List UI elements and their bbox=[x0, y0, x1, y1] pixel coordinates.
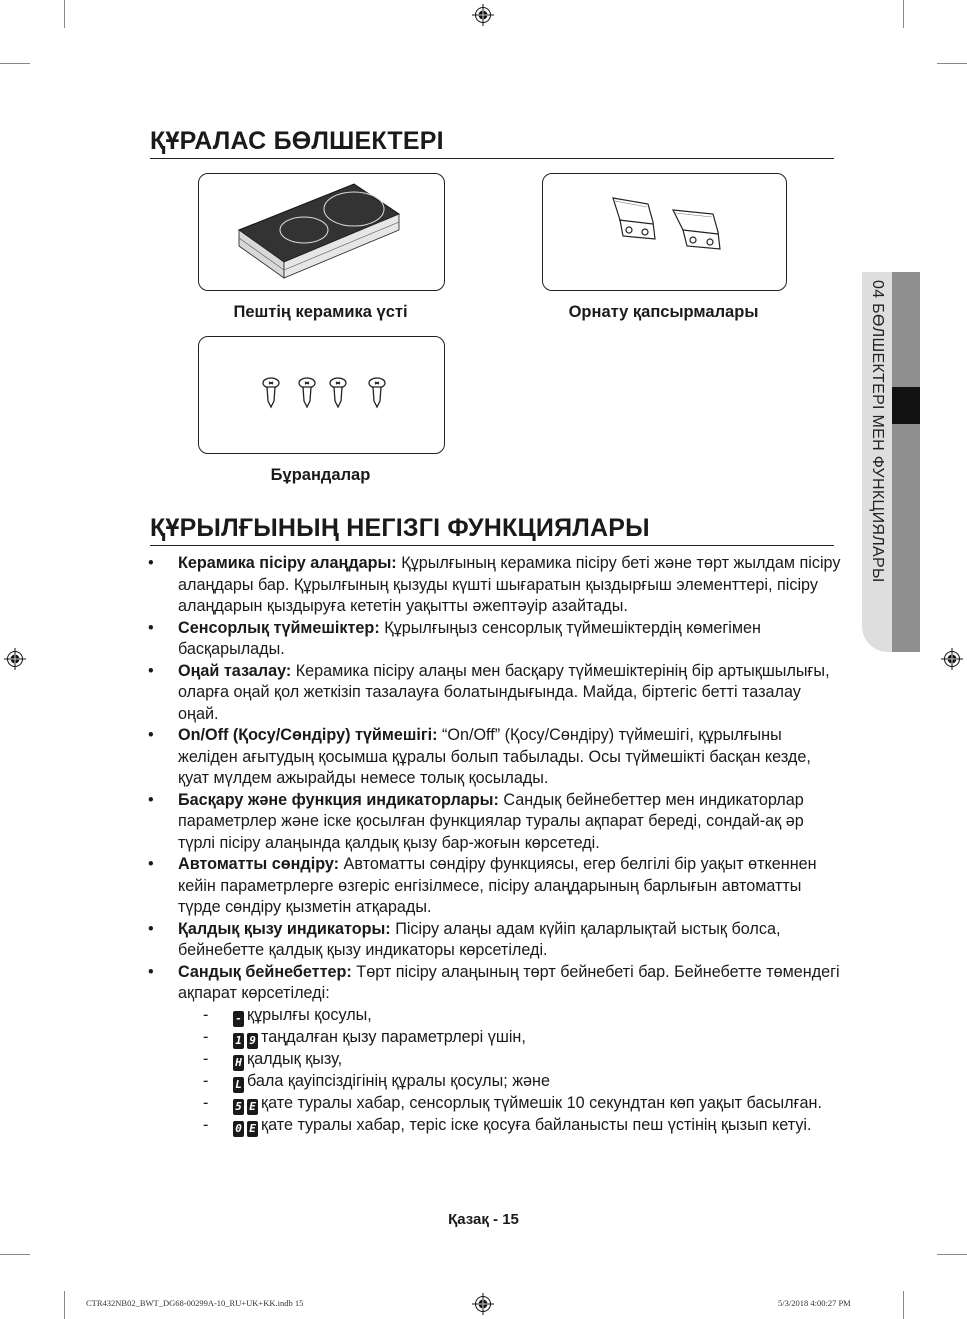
mounting-brackets-figure bbox=[542, 173, 787, 291]
functions-section-title: ҚҰРЫЛҒЫНЫҢ НЕГІЗГІ ФУНКЦИЯЛАРЫ bbox=[150, 514, 834, 546]
ceramic-hob-illustration-icon bbox=[199, 174, 444, 290]
bullet: • bbox=[148, 554, 154, 572]
crop-mark bbox=[937, 63, 967, 64]
feature-item bbox=[145, 962, 845, 1005]
seven-segment-glyph-icon: 9 bbox=[247, 1033, 258, 1049]
registration-mark-icon bbox=[472, 1293, 494, 1315]
feature-term: Автоматты сөндіру: bbox=[178, 855, 340, 873]
print-slug-file: CTR432NB02_BWT_DG68-00299A-10_RU+UK+KK.indb 15 bbox=[86, 1298, 304, 1308]
mounting-brackets-illustration-icon bbox=[543, 174, 786, 290]
crop-mark bbox=[937, 1254, 967, 1255]
seven-segment-glyph-icon: 1 bbox=[233, 1033, 244, 1049]
feature-item bbox=[145, 725, 845, 790]
bullet: • bbox=[148, 790, 154, 809]
feature-item bbox=[145, 661, 845, 726]
feature-text: Құрылғыңыз сенсорлық түймешіктердің көмегімен басқарылады. bbox=[178, 618, 761, 658]
display-item-text: қате туралы хабар, сенсорлық түймешік 10 секундтан көп уақыт басылған. bbox=[261, 1093, 822, 1112]
screws-illustration-icon bbox=[199, 337, 444, 453]
bullet: • bbox=[148, 618, 154, 637]
display-item-text: құрылғы қосулы, bbox=[247, 1005, 372, 1024]
seven-segment-glyph-icon: H bbox=[233, 1055, 244, 1071]
display-item bbox=[145, 1093, 845, 1115]
feature-item bbox=[145, 553, 845, 618]
crop-mark bbox=[903, 0, 904, 28]
screws-figure bbox=[198, 336, 445, 454]
seven-segment-glyph-icon: E bbox=[247, 1099, 258, 1115]
features-list bbox=[145, 553, 845, 1137]
crop-mark bbox=[64, 0, 65, 28]
feature-text: Сандық бейнебеттер мен индикаторлар параметрлер және іске қосылған функциялар туралы ақпарат береді, сондай-ақ әр түрлі пісіру алаңында қалдық қызу бар-жоғын көрсетеді. bbox=[178, 790, 804, 852]
chapter-side-tab bbox=[862, 272, 920, 652]
display-item bbox=[145, 1005, 845, 1027]
parts-section-title: ҚҰРАЛАС БӨЛШЕКТЕРІ bbox=[150, 127, 834, 159]
crop-mark bbox=[903, 1291, 904, 1319]
feature-item bbox=[145, 790, 845, 855]
bullet: • bbox=[148, 855, 154, 873]
crop-mark bbox=[64, 1291, 65, 1319]
feature-text: Пісіру алаңы адам күйіп қаларлықтай ыстық болса, бейнебетте қалдық қызу индикаторы көрсетіледі. bbox=[178, 919, 781, 959]
display-item-text: бала қауіпсіздігінің құралы қосулы; және bbox=[247, 1071, 551, 1090]
bullet: • bbox=[148, 661, 154, 680]
bullet: • bbox=[148, 919, 154, 938]
screws-caption: Бұрандалар bbox=[270, 466, 371, 484]
feature-text: Автоматты сөндіру функциясы, егер белгілі бір уақыт өткеннен кейін параметрлерге өзгеріс енгізілмесе, пісіру алаңдарының барлығын автоматты түрде сөндіру қызметін атқарады. bbox=[178, 855, 817, 916]
display-item bbox=[145, 1027, 845, 1049]
display-item bbox=[145, 1071, 845, 1093]
feature-term: Керамика пісіру алаңдары: bbox=[178, 554, 397, 572]
page-number: Қазақ - 15 bbox=[448, 1211, 519, 1228]
display-item-text: таңдалған қызу параметрлері үшін, bbox=[261, 1027, 526, 1046]
ceramic-hob-caption: Пештің керамика үсті bbox=[233, 303, 408, 321]
registration-mark-icon bbox=[472, 4, 494, 26]
tab-position-marker bbox=[892, 387, 920, 424]
seven-segment-glyph-icon: L bbox=[233, 1077, 244, 1093]
feature-text: “On/Off” (Қосу/Сөндіру) түймешігі, құрылғыны желіден ағытудың қосымша құралы болып табылады. Осы түймешікті басқан кезде, қуат мүлдем ажырайды немесе толық қосылады. bbox=[178, 726, 811, 787]
feature-term: Сенсорлық түймешіктер: bbox=[178, 618, 380, 637]
feature-item bbox=[145, 854, 845, 919]
feature-text: Құрылғының керамика пісіру беті және төрт жылдам пісіру алаңдары бар. Құрылғының қызуды күшті шығаратын қыздырғыш элементтері, пісіру алаңдарын қыздыруға кететін уақытты әжептәуір азайтады. bbox=[178, 554, 841, 615]
crop-mark bbox=[0, 1254, 30, 1255]
display-item-text: қалдық қызу, bbox=[247, 1049, 343, 1068]
ceramic-hob-figure bbox=[198, 173, 445, 291]
feature-item bbox=[145, 919, 845, 962]
seven-segment-glyph-icon: - bbox=[233, 1011, 244, 1027]
mounting-brackets-caption: Орнату қапсырмалары bbox=[568, 303, 759, 321]
feature-text: Керамика пісіру алаңы мен басқару түймешіктерінің бір артықшылығы, оларға оңай қол жеткізіп тазалауға болатындығында. Майда, біртегіс бетті тазалау оңай. bbox=[178, 661, 830, 723]
seven-segment-glyph-icon: 5 bbox=[233, 1099, 244, 1115]
dash: - bbox=[203, 1027, 209, 1046]
feature-term: Сандық бейнебеттер: bbox=[178, 962, 352, 981]
feature-item bbox=[145, 618, 845, 661]
print-slug-date: 5/3/2018 4:00:27 PM bbox=[778, 1298, 851, 1308]
feature-term: Қалдық қызу индикаторы: bbox=[178, 919, 391, 938]
dash: - bbox=[203, 1049, 209, 1068]
display-item bbox=[145, 1115, 845, 1137]
dash: - bbox=[203, 1071, 209, 1090]
bullet: • bbox=[148, 726, 154, 744]
bullet: • bbox=[148, 962, 154, 981]
crop-mark bbox=[0, 63, 30, 64]
feature-term: Басқару және функция индикаторлары: bbox=[178, 790, 499, 809]
dash: - bbox=[203, 1093, 209, 1112]
dash: - bbox=[203, 1115, 209, 1134]
feature-term: Оңай тазалау: bbox=[178, 661, 292, 680]
display-item-text: қате туралы хабар, теріс іске қосуға байланысты пеш үстінің қызып кетуі. bbox=[261, 1115, 812, 1134]
tab-dark-strip bbox=[892, 272, 920, 652]
display-indicators-list bbox=[145, 1005, 845, 1137]
seven-segment-glyph-icon: E bbox=[247, 1121, 258, 1137]
registration-mark-icon bbox=[941, 648, 963, 670]
chapter-label: 04 БӨЛШЕКТЕРІ МЕН ФУНКЦИЯЛАРЫ bbox=[869, 280, 886, 583]
feature-text: Төрт пісіру алаңының төрт бейнебеті бар. Бейнебетте төмендегі ақпарат көрсетіледі: bbox=[178, 962, 840, 1002]
display-item bbox=[145, 1049, 845, 1071]
seven-segment-glyph-icon: 0 bbox=[233, 1121, 244, 1137]
dash: - bbox=[203, 1005, 209, 1024]
registration-mark-icon bbox=[4, 648, 26, 670]
feature-term: On/Off (Қосу/Сөндіру) түймешігі: bbox=[178, 726, 438, 744]
